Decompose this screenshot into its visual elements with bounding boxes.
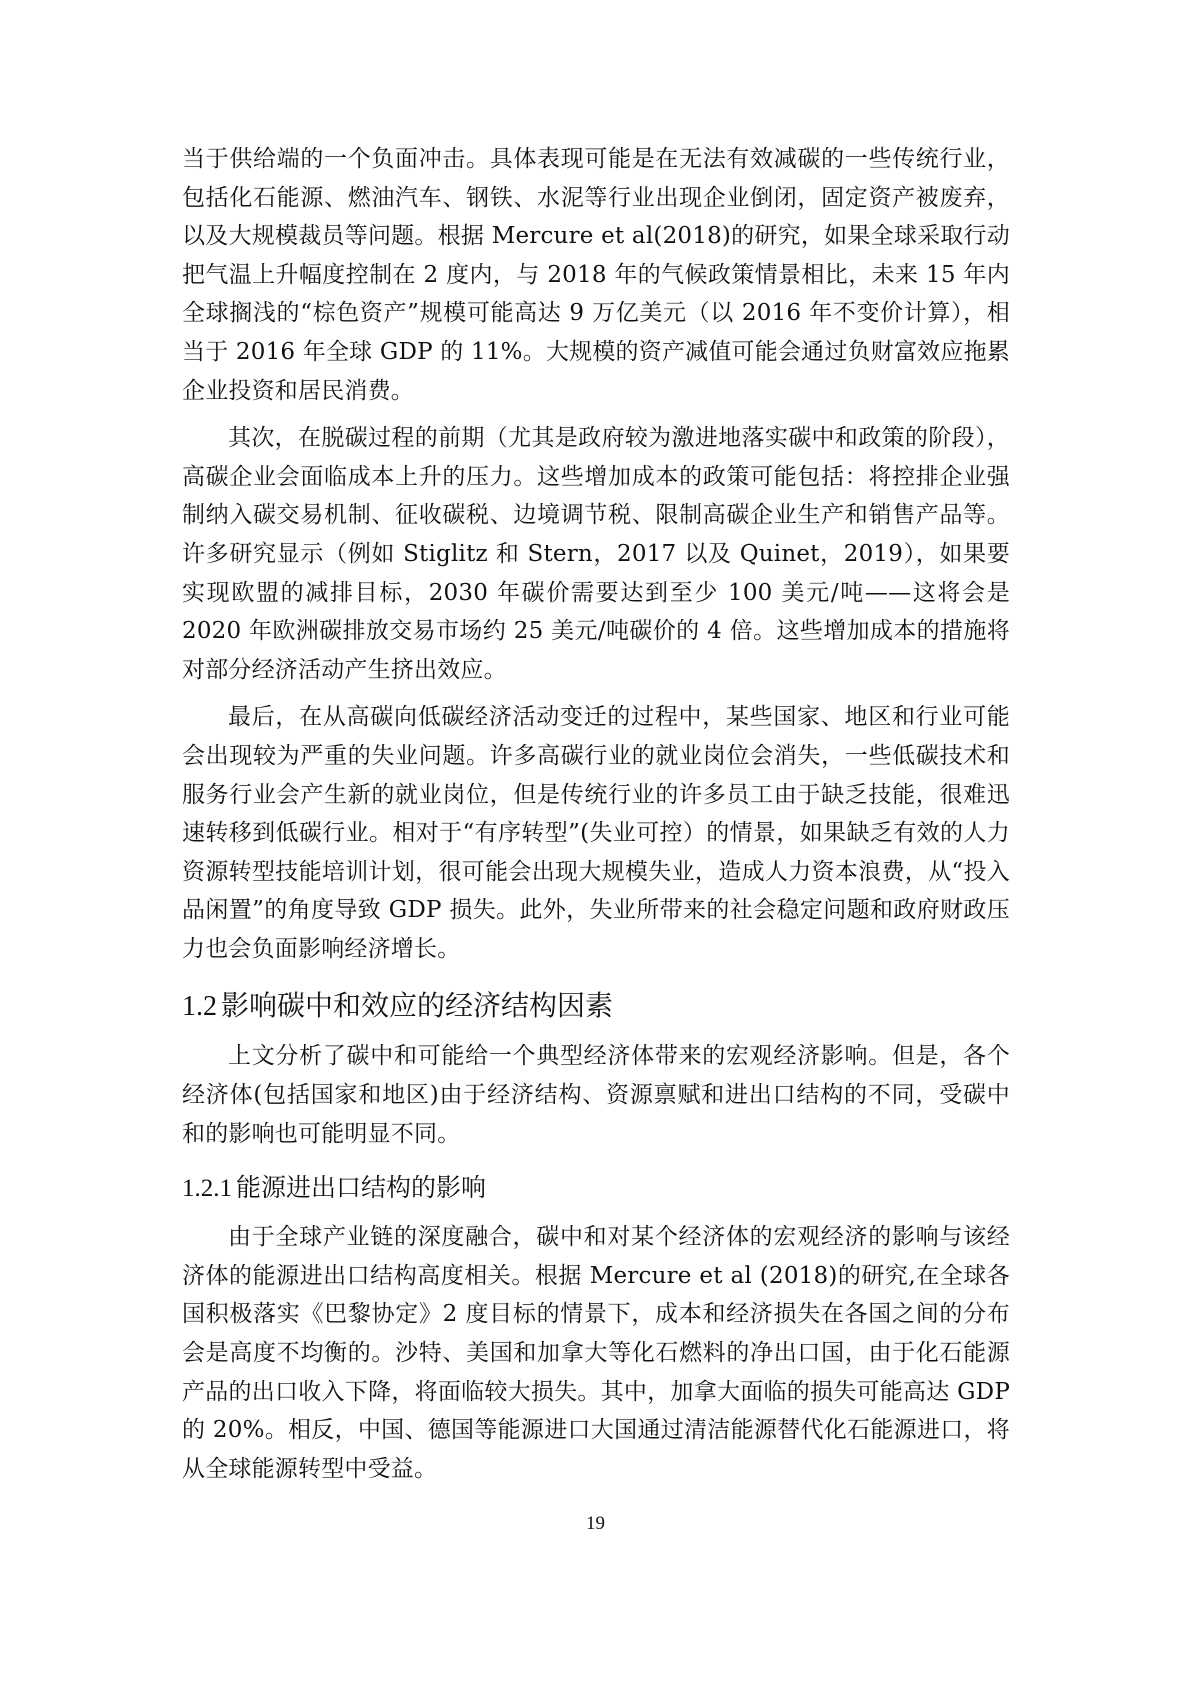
section-number: 1.2 xyxy=(182,991,217,1023)
document-body xyxy=(182,140,1010,1488)
section-title: 影响碳中和效应的经济结构因素 xyxy=(221,989,614,1023)
paragraph-structure-intro: 上文分析了碳中和可能给一个典型经济体带来的宏观经济影响。但是，各个经济体(包括国家和地区)由于经济结构、资源禀赋和进出口结构的不同，受碳中和的影响也可能明显不同。 xyxy=(182,1043,1010,1147)
page-number: 19 xyxy=(586,1513,605,1534)
paragraph-supply-shock: 当于供给端的一个负面冲击。具体表现可能是在无法有效减碳的一些传统行业，包括化石能源、燃油汽车、钢铁、水泥等行业出现企业倒闭，固定资产被废弃，以及大规模裁员等问题。根据 Mercure et al(2018)的研究，如果全球采取行动把气温上升幅度控制在 2 度内，与 2018 年的气候政策情景相比，未来 15 年内全球搁浅的“棕色资产”规模可能高达 9 万亿美元（以 2016 年不变价计算），相当于 2016 年全球 GDP 的 11%。大规模的资产减值可能会通过负财富效应拖累企业投资和居民消费。 xyxy=(182,146,1010,404)
subsection-title: 能源进出口结构的影响 xyxy=(236,1173,487,1203)
section-heading-1-2 xyxy=(182,986,1010,1027)
section-heading-1-2-1 xyxy=(182,1169,1010,1208)
subsection-number: 1.2.1 xyxy=(182,1175,232,1203)
paragraph-energy-trade: 由于全球产业链的深度融合，碳中和对某个经济体的宏观经济的影响与该经济体的能源进出口结构高度相关。根据 Mercure et al (2018)的研究,在全球各国积极落实《巴黎协定》2 度目标的情景下，成本和经济损失在各国之间的分布会是高度不均衡的。沙特、美国和加拿大等化石燃料的净出口国，由于化石能源产品的出口收入下降，将面临较大损失。其中，加拿大面临的损失可能高达 GDP 的 20%。相反，中国、德国等能源进口大国通过清洁能源替代化石能源进口，将从全球能源转型中受益。 xyxy=(182,1224,1010,1482)
paragraph-unemployment: 最后，在从高碳向低碳经济活动变迁的过程中，某些国家、地区和行业可能会出现较为严重的失业问题。许多高碳行业的就业岗位会消失，一些低碳技术和服务行业会产生新的就业岗位，但是传统行业的许多员工由于缺乏技能，很难迅速转移到低碳行业。相对于“有序转型”(失业可控）的情景，如果缺乏有效的人力资源转型技能培训计划，很可能会出现大规模失业，造成人力资本浪费，从“投入品闲置”的角度导致 GDP 损失。此外，失业所带来的社会稳定问题和政府财政压力也会负面影响经济增长。 xyxy=(182,704,1010,962)
paragraph-cost-pressure: 其次，在脱碳过程的前期（尤其是政府较为激进地落实碳中和政策的阶段），高碳企业会面临成本上升的压力。这些增加成本的政策可能包括：将控排企业强制纳入碳交易机制、征收碳税、边境调节税、限制高碳企业生产和销售产品等。许多研究显示（例如 Stiglitz 和 Stern，2017 以及 Quinet，2019），如果要实现欧盟的减排目标，2030 年碳价需要达到至少 100 美元/吨——这将会是 2020 年欧洲碳排放交易市场约 25 美元/吨碳价的 4 倍。这些增加成本的措施将对部分经济活动产生挤出效应。 xyxy=(182,425,1010,683)
